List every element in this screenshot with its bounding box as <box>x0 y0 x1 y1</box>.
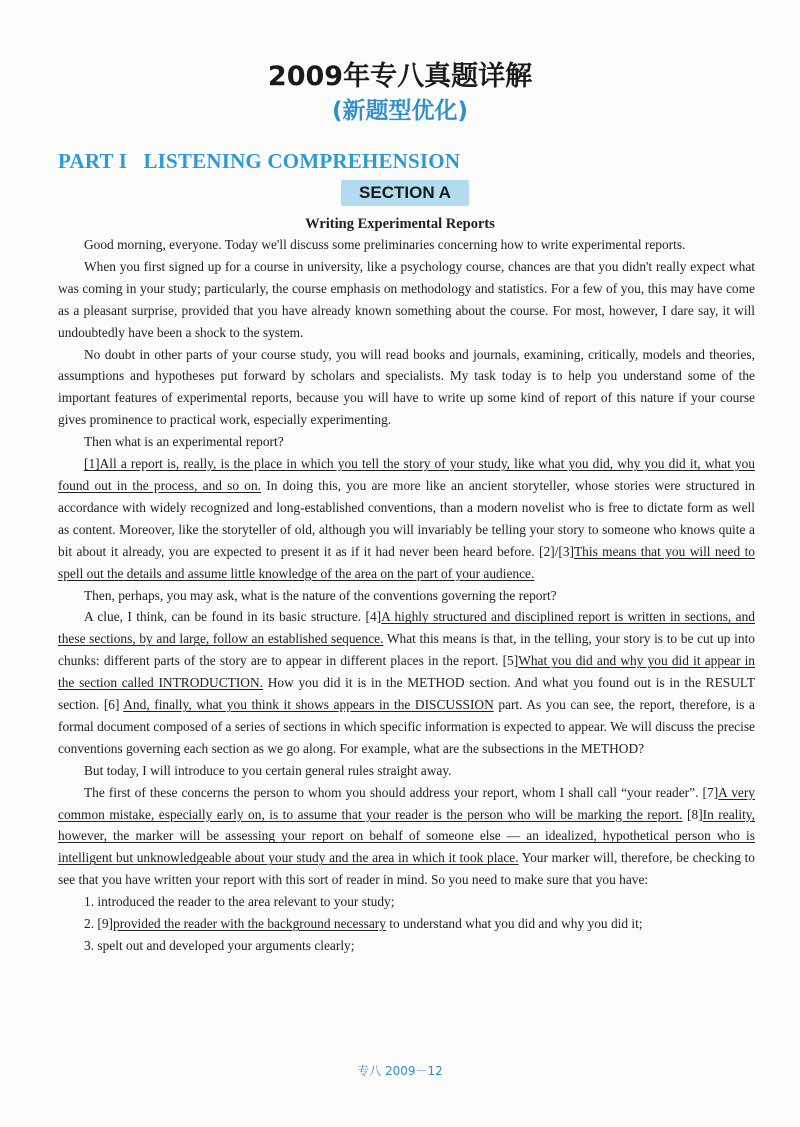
page-title: 2009年专八真题详解 <box>267 61 533 92</box>
paragraph-text: How you did it is in the METHOD section. And what you found out is in the RESULT section. [6] <box>58 675 756 713</box>
answer-underline: What you did and why you did it appear in the section called INTRODUCTION. <box>58 653 755 691</box>
paragraph-text: The first of these concerns the person to whom you should address your report, whom I shall call “your reader”. [7] <box>84 784 719 800</box>
paragraph-text: Then what is an experimental report? <box>84 434 284 450</box>
part-heading: PART I LISTENING COMPREHENSION <box>58 149 461 173</box>
list-item-text: to understand what you did and why you did it; <box>385 916 643 932</box>
page-subtitle: (新题型优化) <box>331 98 469 124</box>
answer-underline: And, finally, what you think it shows appears in the DISCUSSION <box>123 697 494 713</box>
paragraph-text: Then, perhaps, you may ask, what is the nature of the conventions governing the report? <box>84 587 557 603</box>
paragraph-text: Good morning, everyone. Today we'll discuss some preliminaries concerning how to write experimental reports. <box>84 237 686 252</box>
answer-underline: A highly structured and disciplined report is written in sections, and these sections, by and large, follow an established sequence. <box>58 609 756 647</box>
paragraph-text: What this means is that, in the telling, your story is to be cut up into chunks: different parts of the story are to appear in different places in the report. [5] <box>58 631 755 669</box>
list-item <box>58 891 755 913</box>
paragraph-text: When you first signed up for a course in university, like a psychology course, chances are that you didn't really expect what was coming in your study; particularly, the course emphasis on methodology and statistics. For a few of you, this may have come as a pleasant surprise, provided that you have already known something about the course. For most, however, I dare say, it will undoubtedly have been a shock to the system. <box>58 258 755 340</box>
paragraph <box>58 606 755 759</box>
page-footer: 专八 2009－12 <box>357 1064 443 1078</box>
answer-underline: In reality, however, the marker will be assessing your report on behalf of someone else — an idealized, hypothetical person who is intelligent but unknowledgeable about your study and the area in which it took place. <box>58 806 755 866</box>
list-item-text: 2. [9] <box>84 916 114 932</box>
paragraph <box>58 453 755 584</box>
paragraph-text: In doing this, you are more like an ancient storyteller, whose stories were structured in accordance with widely recognized and long-established conventions, than a modern novelist who is free to dictate form as well as content. Moreover, like the storyteller of old, although you will invariably be telling your story to someone who knows quite a bit about it already, you are expected to present it as if it had never been heard before. [2]/[3] <box>58 477 755 559</box>
list-item <box>58 913 755 935</box>
paragraph <box>58 585 755 607</box>
answer-underline: A very common mistake, especially early on, is to assume that your reader is the person who will be marking the report. <box>58 784 755 822</box>
answer-underline: provided the reader with the background necessary <box>113 916 386 932</box>
paragraph-text: part. As you can see, the report, therefore, is a formal document composed of a series of sections in which specific information is expected to appear. We will discuss the precise conventions governing each section as we go along. For example, what are the subsections in the METHOD? <box>58 697 755 756</box>
answer-underline: [1]All a report is, really, is the place in which you tell the story of your study, like what you did, why you did it, what you found out in the process, and so on. <box>58 456 755 493</box>
paragraph-text: [8] <box>682 806 703 822</box>
section-badge: SECTION A <box>341 180 469 206</box>
answer-underline: This means that you will need to spell out the details and assume little knowledge of the area on the part of your audience. <box>58 543 755 581</box>
list-item-text: 1. introduced the reader to the area relevant to your study; <box>84 894 395 910</box>
paragraph-text: No doubt in other parts of your course study, you will read books and journals, examining, critically, models and theories, assumptions and hypotheses put forward by scholars and specialists. My task today is to help you understand some of the important features of experimental reports, because you will have to write up some kind of report of this nature if your course gives prominence to practical work, especially experimenting. <box>58 346 755 428</box>
list-item-text: 3. spelt out and developed your arguments clearly; <box>84 938 355 953</box>
article-title: Writing Experimental Reports <box>305 216 495 232</box>
list-item <box>58 935 755 957</box>
paragraph-text: But today, I will introduce to you certain general rules straight away. <box>84 762 452 778</box>
paragraph <box>58 234 755 256</box>
paragraph <box>58 344 755 432</box>
article-body <box>58 234 755 957</box>
paragraph <box>58 760 755 782</box>
paragraph <box>58 782 755 892</box>
paragraph-text: A clue, I think, can be found in its basic structure. [4] <box>84 609 382 625</box>
paragraph <box>58 256 755 344</box>
paragraph <box>58 431 755 453</box>
paragraph-text: Your marker will, therefore, be checking to see that you have written your report with this sort of reader in mind. So you need to make sure that you have: <box>58 850 755 888</box>
